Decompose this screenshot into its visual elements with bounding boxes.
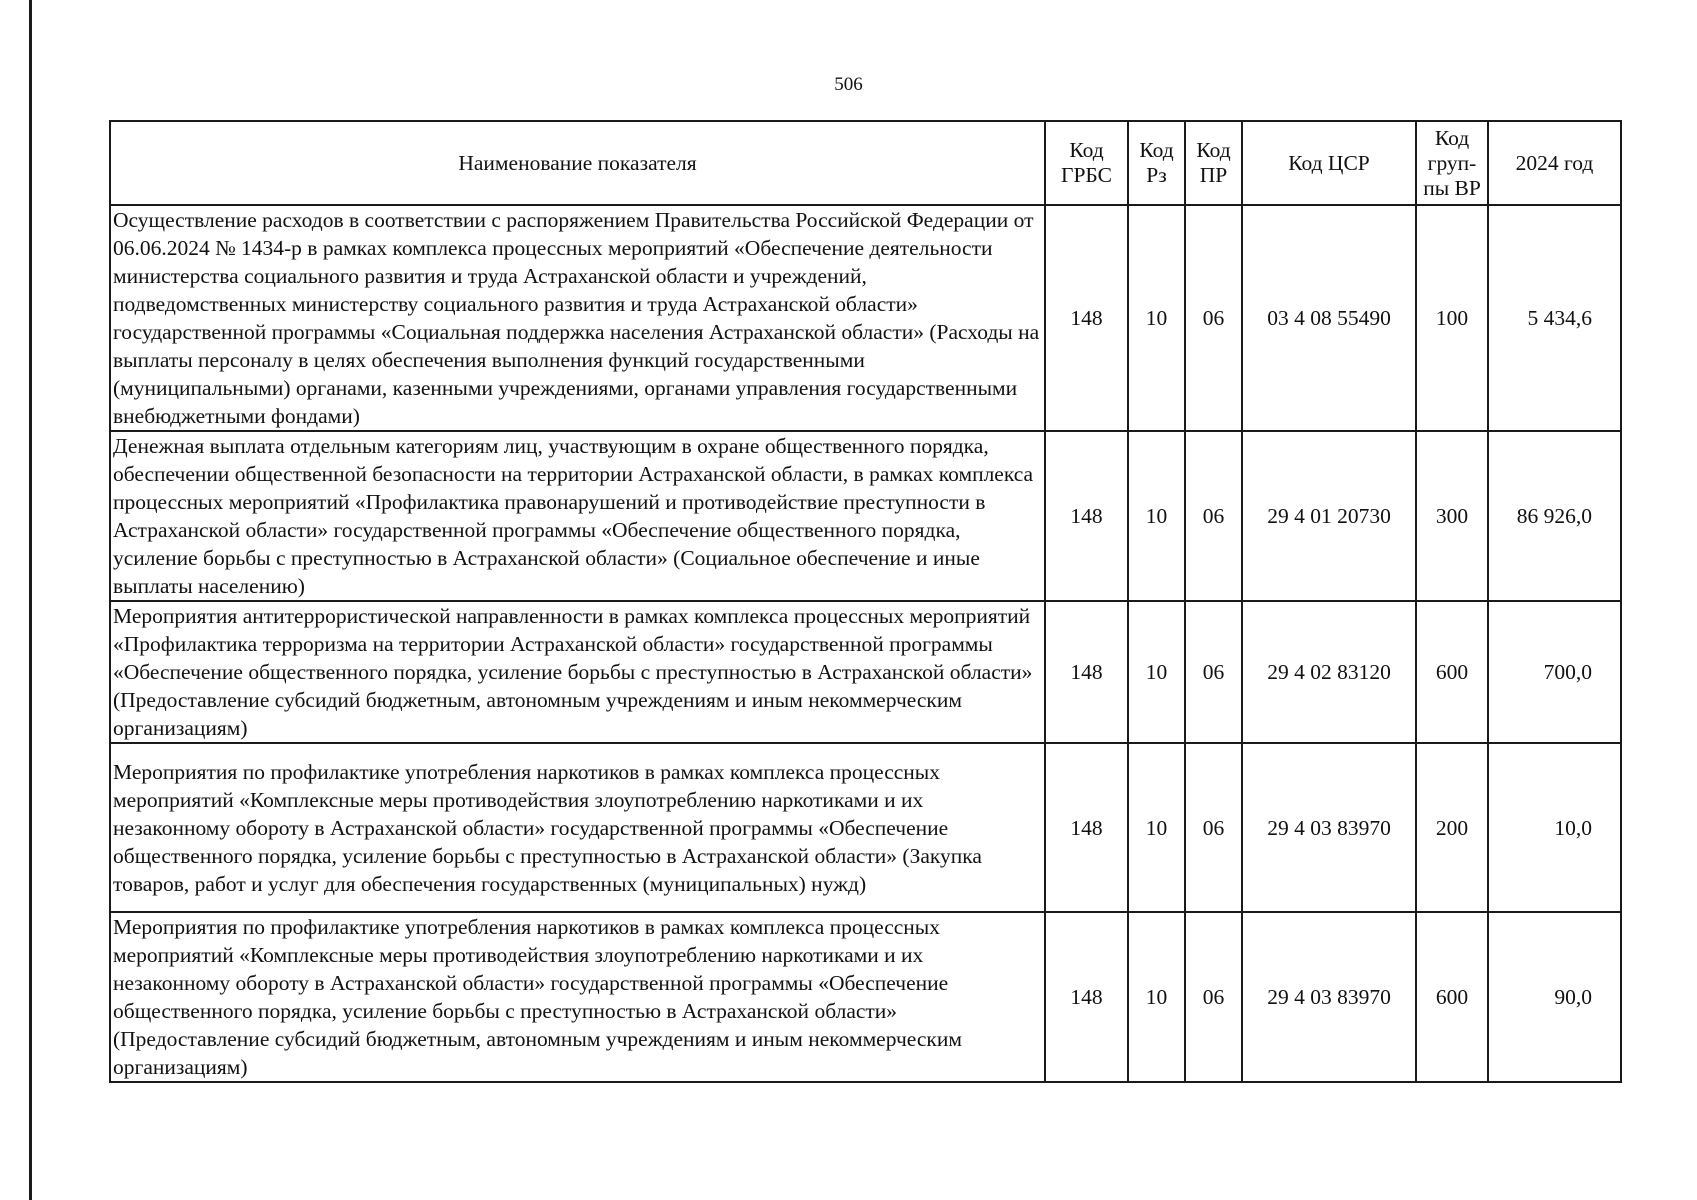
header-vr: Код груп-пы ВР [1416,121,1488,205]
cell-amount: 10,0 [1488,743,1621,912]
cell-rz: 10 [1128,431,1185,601]
cell-grbs: 148 [1045,205,1128,431]
cell-csr: 29 4 03 83970 [1242,912,1416,1082]
cell-name: Мероприятия по профилактике употребления наркотиков в рамках комплекса процессных мероприятий «Комплексные меры противодействия злоупотреблению наркотиками и их незаконному обороту в Астраханской области» государственной программы «Обеспечение общественного порядка, усиление борьбы с преступностью в Астраханской области» (Предоставление субсидий бюджетным, автономным учреждениям и иным некоммерческим организациям) [110,912,1045,1082]
table-row [110,431,1621,601]
cell-rz: 10 [1128,912,1185,1082]
cell-pr: 06 [1185,431,1242,601]
header-rz: Код Рз [1128,121,1185,205]
cell-name: Денежная выплата отдельным категориям лиц, участвующим в охране общественного порядка, обеспечении общественной безопасности на территории Астраханской области, в рамках комплекса процессных мероприятий «Профилактика правонарушений и противодействие преступности в Астраханской области» государственной программы «Обеспечение общественного порядка, усиление борьбы с преступностью в Астраханской области» (Социальное обеспечение и иные выплаты населению) [110,431,1045,601]
cell-pr: 06 [1185,205,1242,431]
cell-amount: 90,0 [1488,912,1621,1082]
cell-pr: 06 [1185,912,1242,1082]
cell-amount: 700,0 [1488,601,1621,743]
cell-grbs: 148 [1045,912,1128,1082]
page-edge-line [29,0,32,1200]
cell-pr: 06 [1185,601,1242,743]
cell-vr: 600 [1416,912,1488,1082]
table-row [110,743,1621,912]
cell-amount: 5 434,6 [1488,205,1621,431]
header-csr: Код ЦСР [1242,121,1416,205]
cell-name: Мероприятия по профилактике употребления наркотиков в рамках комплекса процессных мероприятий «Комплексные меры противодействия злоупотреблению наркотиками и их незаконному обороту в Астраханской области» государственной программы «Обеспечение общественного порядка, усиление борьбы с преступностью в Астраханской области» (Закупка товаров, работ и услуг для обеспечения государственных (муниципальных) нужд) [110,743,1045,912]
header-grbs: Код ГРБС [1045,121,1128,205]
cell-rz: 10 [1128,743,1185,912]
table-row [110,601,1621,743]
cell-csr: 29 4 03 83970 [1242,743,1416,912]
budget-table [109,120,1622,1083]
header-year: 2024 год [1488,121,1621,205]
page-number: 506 [834,74,863,95]
cell-name: Осуществление расходов в соответствии с распоряжением Правительства Российской Федерации от 06.06.2024 № 1434-р в рамках комплекса процессных мероприятий «Обеспечение деятельности министерства социального развития и труда Астраханской области и учреждений, подведомственных министерству социального развития и труда Астраханской области» государственной программы «Социальная поддержка населения Астраханской области» (Расходы на выплаты персоналу в целях обеспечения выполнения функций государственными (муниципальными) органами, казенными учреждениями, органами управления государственными внебюджетными фондами) [110,205,1045,431]
cell-pr: 06 [1185,743,1242,912]
cell-grbs: 148 [1045,431,1128,601]
cell-csr: 03 4 08 55490 [1242,205,1416,431]
table-header-row [110,121,1621,205]
table-row [110,912,1621,1082]
cell-grbs: 148 [1045,601,1128,743]
cell-rz: 10 [1128,601,1185,743]
cell-grbs: 148 [1045,743,1128,912]
cell-csr: 29 4 01 20730 [1242,431,1416,601]
header-name: Наименование показателя [110,121,1045,205]
cell-rz: 10 [1128,205,1185,431]
table-row [110,205,1621,431]
cell-amount: 86 926,0 [1488,431,1621,601]
cell-name: Мероприятия антитеррористической направленности в рамках комплекса процессных мероприятий «Профилактика терроризма на территории Астраханской области» государственной программы «Обеспечение общественного порядка, усиление борьбы с преступностью в Астраханской области» (Предоставление субсидий бюджетным, автономным учреждениям и иным некоммерческим организациям) [110,601,1045,743]
cell-csr: 29 4 02 83120 [1242,601,1416,743]
cell-vr: 600 [1416,601,1488,743]
cell-vr: 300 [1416,431,1488,601]
cell-vr: 200 [1416,743,1488,912]
header-pr: Код ПР [1185,121,1242,205]
cell-vr: 100 [1416,205,1488,431]
